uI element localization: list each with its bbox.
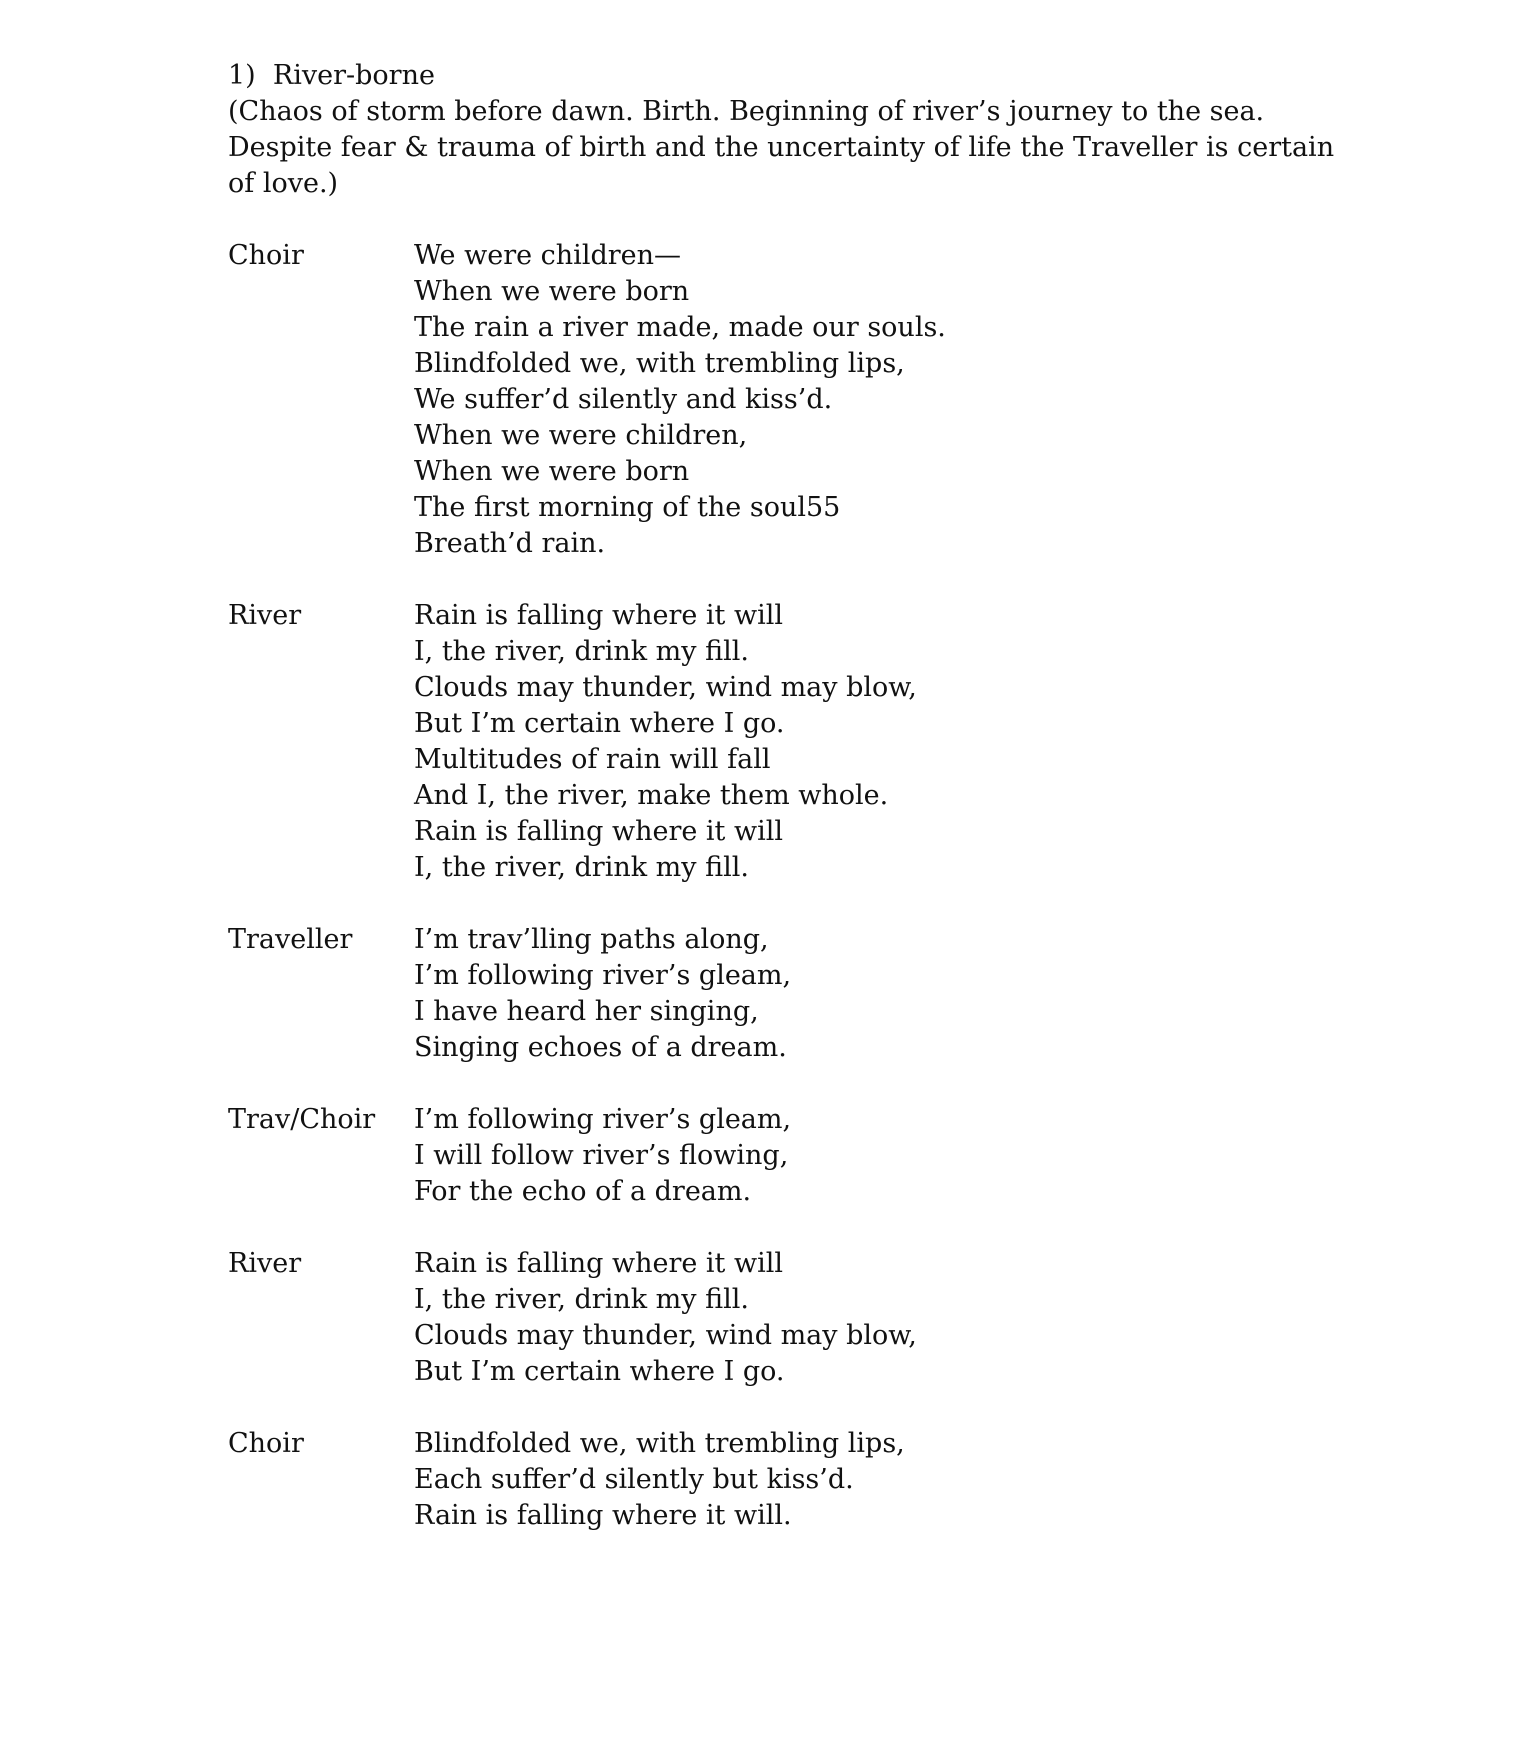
intro-line: (Chaos of storm before dawn. Birth. Beginning of river’s journey to the sea.	[228, 96, 1265, 127]
lyric-section-choir-finale	[228, 1426, 1308, 1534]
lyric-section-choir	[228, 238, 1308, 562]
song-title: River-borne	[272, 60, 435, 91]
lyric-line: Rain is falling where it will	[414, 1248, 784, 1279]
lyric-line: We were children—	[414, 240, 682, 271]
document-page	[228, 58, 1335, 1570]
lyric-line: Multitudes of rain will fall	[414, 744, 771, 775]
lyric-line: The rain a river made, made our souls.	[414, 312, 946, 343]
lyric-lines	[414, 922, 791, 1066]
lyric-lines	[414, 598, 917, 886]
speaker-label: River	[228, 1248, 302, 1279]
lyric-line: For the echo of a dream.	[414, 1176, 752, 1207]
lyric-line: The first morning of the soul55	[414, 492, 841, 523]
lyric-line: Blindfolded we, with trembling lips,	[414, 348, 905, 379]
lyrics-sections	[228, 238, 1308, 1534]
lyric-section-traveller	[228, 922, 1308, 1066]
lyric-section-trav-choir	[228, 1102, 1308, 1210]
lyric-line: I will follow river’s flowing,	[414, 1140, 789, 1171]
lyric-line: I have heard her singing,	[414, 996, 759, 1027]
lyric-line: Each suffer’d silently but kiss’d.	[414, 1464, 854, 1495]
lyric-line: Rain is falling where it will	[414, 600, 784, 631]
lyric-line: When we were children,	[414, 420, 748, 451]
lyric-line: Breath’d rain.	[414, 528, 606, 559]
lyric-line: When we were born	[414, 276, 690, 307]
song-heading	[228, 58, 1308, 94]
lyric-line: Clouds may thunder, wind may blow,	[414, 1320, 917, 1351]
lyric-lines	[414, 238, 946, 562]
speaker-label: Choir	[228, 1428, 304, 1459]
lyric-line: And I, the river, make them whole.	[414, 780, 889, 811]
lyric-line: I, the river, drink my fill.	[414, 852, 749, 883]
lyric-line: I’m trav’lling paths along,	[414, 924, 769, 955]
lyric-line: When we were born	[414, 456, 690, 487]
speaker-label: Trav/Choir	[228, 1104, 376, 1135]
speaker-label: Choir	[228, 240, 304, 271]
lyric-line: Rain is falling where it will	[414, 816, 784, 847]
intro-line: Despite fear & trauma of birth and the uncertainty of life the Traveller is certain	[228, 132, 1335, 163]
lyric-line: I’m following river’s gleam,	[414, 1104, 792, 1135]
speaker-label: River	[228, 600, 302, 631]
lyric-line: Rain is falling where it will.	[414, 1500, 792, 1531]
lyric-lines	[414, 1246, 917, 1390]
lyric-line: I, the river, drink my fill.	[414, 1284, 749, 1315]
lyric-line: Clouds may thunder, wind may blow,	[414, 672, 917, 703]
lyric-section-river-reprise	[228, 1246, 1308, 1390]
speaker-label: Traveller	[228, 924, 353, 955]
intro-line: of love.)	[228, 168, 339, 199]
lyric-line: I’m following river’s gleam,	[414, 960, 792, 991]
lyric-section-river	[228, 598, 1308, 886]
lyric-line: But I’m certain where I go.	[414, 1356, 785, 1387]
lyric-lines	[414, 1426, 905, 1534]
lyric-line: Blindfolded we, with trembling lips,	[414, 1428, 905, 1459]
intro-description	[228, 94, 1335, 202]
lyric-line: Singing echoes of a dream.	[414, 1032, 787, 1063]
song-number: 1)	[228, 60, 256, 91]
lyric-line: But I’m certain where I go.	[414, 708, 785, 739]
lyric-line: I, the river, drink my fill.	[414, 636, 749, 667]
lyric-line: We suffer’d silently and kiss’d.	[414, 384, 833, 415]
lyric-lines	[414, 1102, 791, 1210]
